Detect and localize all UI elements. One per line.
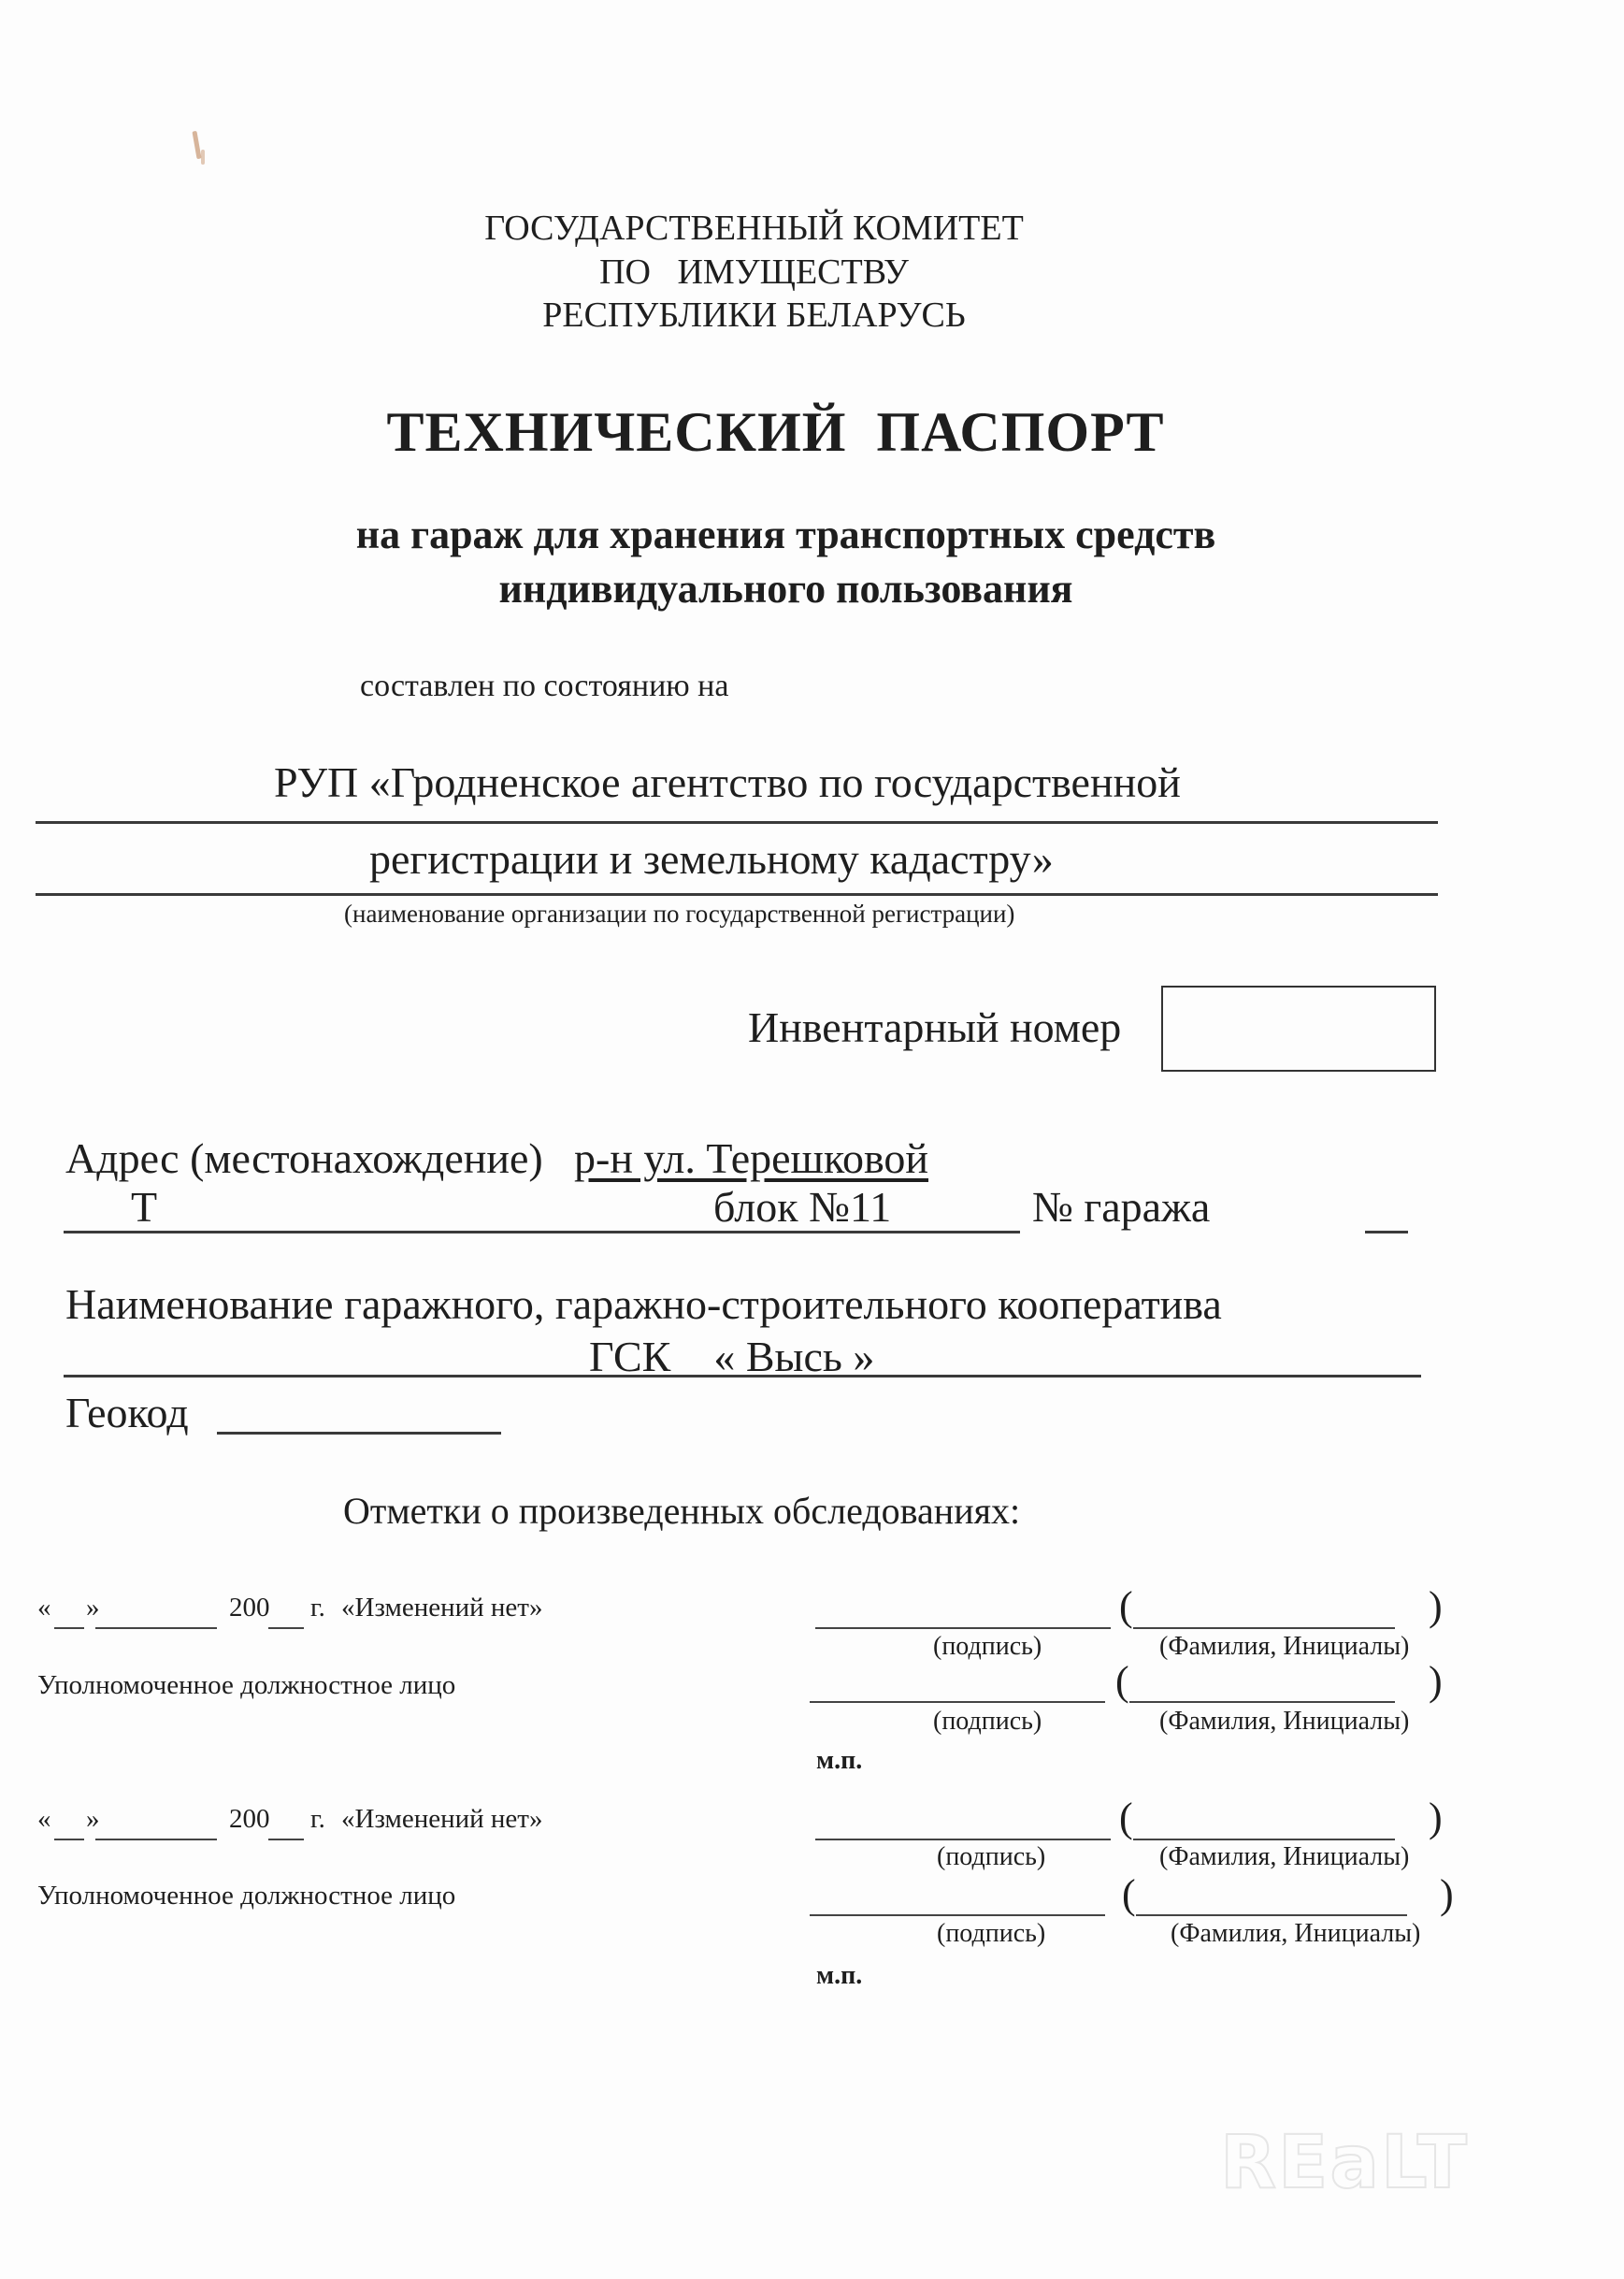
geocode-field[interactable] xyxy=(217,1432,501,1435)
signature-caption: (подпись) xyxy=(933,1632,1042,1661)
name-field[interactable] xyxy=(1133,1627,1395,1629)
name-paren-close: ) xyxy=(1429,1658,1443,1704)
address-line2-start: Т xyxy=(131,1183,158,1231)
address-label: Адрес (местонахождение) xyxy=(65,1134,543,1182)
signature-caption: (подпись) xyxy=(933,1707,1042,1736)
year-prefix: 200 xyxy=(229,1593,270,1623)
stamp-place-label: м.п. xyxy=(816,1746,863,1775)
name-paren-open: ( xyxy=(1115,1658,1129,1704)
document-title: ТЕХНИЧЕСКИЙ ПАСПОРТ xyxy=(386,401,1165,463)
name-caption: (Фамилия, Инициалы) xyxy=(1159,1632,1410,1661)
inventory-number-label: Инвентарный номер xyxy=(748,1003,1122,1051)
day-quote-close: » xyxy=(86,1593,100,1623)
day-quote-open: « xyxy=(37,1593,51,1623)
official-signature-field[interactable] xyxy=(810,1914,1105,1916)
compiled-as-of-label: составлен по состоянию на xyxy=(360,669,729,703)
authorized-official-label: Уполномоченное должностное лицо xyxy=(37,1670,456,1700)
garage-number-label: № гаража xyxy=(1032,1183,1211,1231)
name-paren-close: ) xyxy=(1440,1871,1454,1917)
signature-field[interactable] xyxy=(815,1839,1111,1840)
name-paren-close: ) xyxy=(1429,1795,1443,1840)
month-field[interactable] xyxy=(95,1627,217,1629)
no-changes-status: «Изменений нет» xyxy=(341,1593,543,1623)
official-name-field[interactable] xyxy=(1136,1914,1407,1916)
name-field[interactable] xyxy=(1133,1839,1395,1840)
issuer-line-2: ПО ИМУЩЕСТВУ xyxy=(599,252,909,292)
realt-watermark-logo: REaLT xyxy=(1220,2121,1469,2205)
official-name-field[interactable] xyxy=(1129,1701,1395,1703)
name-caption: (Фамилия, Инициалы) xyxy=(1159,1707,1410,1736)
day-field[interactable] xyxy=(54,1627,84,1629)
garage-number-underline[interactable] xyxy=(1365,1231,1408,1233)
organization-underline-2 xyxy=(36,893,1438,896)
name-paren-open: ( xyxy=(1122,1871,1136,1917)
cooperative-value: ГСК « Высь » xyxy=(589,1333,875,1380)
no-changes-status: «Изменений нет» xyxy=(341,1804,543,1834)
subtitle-line-2: индивидуального пользования xyxy=(498,566,1073,612)
day-quote-open: « xyxy=(37,1804,51,1834)
signature-caption: (подпись) xyxy=(937,1919,1046,1948)
name-paren-open: ( xyxy=(1119,1795,1133,1840)
organization-underline-1 xyxy=(36,821,1438,824)
signature-caption: (подпись) xyxy=(937,1842,1046,1871)
organization-caption: (наименование организации по государственной регистрации) xyxy=(344,900,1015,928)
month-field[interactable] xyxy=(95,1839,217,1840)
subtitle-line-1: на гараж для хранения транспортных средств xyxy=(355,512,1216,557)
cooperative-label: Наименование гаражного, гаражно-строительного кооператива xyxy=(65,1280,1222,1328)
issuer-line-1: ГОСУДАРСТВЕННЫЙ КОМИТЕТ xyxy=(484,209,1024,248)
signature-field[interactable] xyxy=(815,1627,1111,1629)
official-signature-field[interactable] xyxy=(810,1701,1105,1703)
address-value: р-н ул. Терешковой xyxy=(574,1134,929,1182)
authorized-official-label: Уполномоченное должностное лицо xyxy=(37,1881,456,1911)
year-prefix: 200 xyxy=(229,1804,270,1834)
day-quote-close: » xyxy=(86,1804,100,1834)
inspections-heading: Отметки о произведенных обследованиях: xyxy=(343,1490,1021,1532)
organization-line-2: регистрации и земельному кадастру» xyxy=(369,835,1054,883)
inventory-number-field[interactable] xyxy=(1161,986,1436,1072)
name-caption: (Фамилия, Инициалы) xyxy=(1159,1842,1410,1871)
name-paren-open: ( xyxy=(1119,1583,1133,1629)
paper-stain xyxy=(201,150,205,165)
issuer-line-3: РЕСПУБЛИКИ БЕЛАРУСЬ xyxy=(542,296,966,335)
geocode-label: Геокод xyxy=(65,1389,189,1436)
day-field[interactable] xyxy=(54,1839,84,1840)
year-field[interactable] xyxy=(268,1627,304,1629)
organization-line-1: РУП «Гродненское агентство по государственной xyxy=(274,758,1181,806)
name-paren-close: ) xyxy=(1429,1583,1443,1629)
cooperative-underline xyxy=(64,1375,1421,1377)
stamp-place-label: м.п. xyxy=(816,1961,863,1990)
year-suffix: г. xyxy=(310,1593,325,1623)
name-caption: (Фамилия, Инициалы) xyxy=(1171,1919,1421,1948)
year-suffix: г. xyxy=(310,1804,325,1834)
year-field[interactable] xyxy=(268,1839,304,1840)
address-block: блок №11 xyxy=(713,1183,892,1231)
